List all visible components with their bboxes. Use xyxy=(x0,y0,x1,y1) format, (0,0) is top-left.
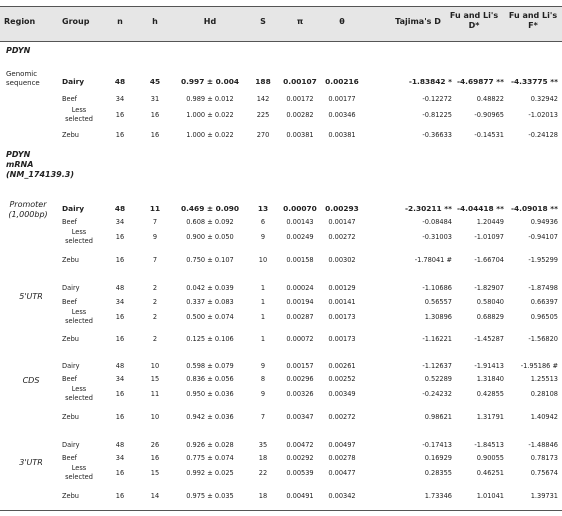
header-group: Group xyxy=(62,17,90,26)
cell-pi: 0.00282 xyxy=(286,111,314,119)
cell-tajima: -1.10686 xyxy=(422,284,452,292)
region-label-3utr: 3'UTR xyxy=(19,458,43,467)
cell-tajima: -1.83842 * xyxy=(408,77,452,86)
cell-hd: 1.000 ± 0.022 xyxy=(186,111,234,119)
header-hd: Hd xyxy=(203,17,217,26)
cell-fuli-f: -4.33775 ** xyxy=(510,77,558,86)
cell-group: Zebu xyxy=(62,256,79,264)
cell-hd: 0.598 ± 0.079 xyxy=(186,362,234,370)
cell-s: 1 xyxy=(260,313,266,321)
cell-hd: 0.992 ± 0.025 xyxy=(186,469,234,477)
cell-tajima: 1.73346 xyxy=(424,492,452,500)
cell-theta: 0.00216 xyxy=(325,77,359,86)
cell-hd: 0.337 ± 0.083 xyxy=(186,298,234,306)
cell-tajima: -1.16221 xyxy=(422,335,452,343)
cell-theta: 0.00173 xyxy=(328,313,356,321)
cell-group: Beef xyxy=(62,218,77,226)
cell-tajima: 0.16929 xyxy=(424,454,452,462)
cell-fuli-f: -1.48846 xyxy=(528,441,558,449)
cell-h: 16 xyxy=(150,131,160,139)
cell-fuli-f: -4.09018 ** xyxy=(510,204,558,213)
cell-n: 34 xyxy=(115,454,125,462)
cell-n: 34 xyxy=(115,375,125,383)
cell-theta: 0.00278 xyxy=(328,454,356,462)
cell-h: 26 xyxy=(150,441,160,449)
cell-fuli-f: 0.96505 xyxy=(530,313,558,321)
cell-theta: 0.00129 xyxy=(328,284,356,292)
cell-n: 16 xyxy=(115,335,125,343)
cell-group: Less selected xyxy=(65,106,93,123)
cell-group: Less selected xyxy=(65,385,93,402)
section-title-pdyn: PDYN xyxy=(6,46,31,55)
cell-theta: 0.00177 xyxy=(328,95,356,103)
cell-fuli-d: 1.01041 xyxy=(476,492,504,500)
cell-hd: 0.775 ± 0.074 xyxy=(186,454,234,462)
cell-group: Dairy xyxy=(62,77,85,86)
cell-tajima: 0.28355 xyxy=(424,469,452,477)
cell-pi: 0.00194 xyxy=(286,298,314,306)
cell-s: 18 xyxy=(258,454,268,462)
cell-n: 48 xyxy=(115,441,125,449)
cell-s: 8 xyxy=(260,375,266,383)
cell-theta: 0.00261 xyxy=(328,362,356,370)
header-h: h xyxy=(152,17,158,26)
cell-tajima: 1.30896 xyxy=(424,313,452,321)
cell-fuli-d: 1.31840 xyxy=(476,375,504,383)
cell-tajima: -1.12637 xyxy=(422,362,452,370)
cell-h: 45 xyxy=(149,77,161,86)
cell-tajima: -0.36633 xyxy=(422,131,452,139)
cell-tajima: -0.12272 xyxy=(422,95,452,103)
cell-s: 142 xyxy=(256,95,270,103)
cell-theta: 0.00381 xyxy=(328,131,356,139)
cell-pi: 0.00347 xyxy=(286,413,314,421)
cell-theta: 0.00302 xyxy=(328,256,356,264)
cell-hd: 0.836 ± 0.056 xyxy=(186,375,234,383)
region-label-genomic: Genomic sequence xyxy=(6,70,40,87)
cell-fuli-d: 0.90055 xyxy=(476,454,504,462)
cell-group: Dairy xyxy=(62,362,80,370)
header-n: n xyxy=(117,17,123,26)
cell-fuli-d: 0.58040 xyxy=(476,298,504,306)
cell-hd: 0.975 ± 0.035 xyxy=(186,492,234,500)
cell-pi: 0.00157 xyxy=(286,362,314,370)
cell-s: 18 xyxy=(258,492,268,500)
cell-theta: 0.00141 xyxy=(328,298,356,306)
cell-h: 11 xyxy=(149,204,161,213)
cell-group: Beef xyxy=(62,95,77,103)
cell-hd: 0.500 ± 0.074 xyxy=(186,313,234,321)
cell-group: Beef xyxy=(62,375,77,383)
cell-s: 1 xyxy=(260,284,266,292)
cell-fuli-d: 1.31791 xyxy=(476,413,504,421)
cell-n: 48 xyxy=(115,362,125,370)
cell-pi: 0.00296 xyxy=(286,375,314,383)
cell-hd: 0.997 ± 0.004 xyxy=(180,77,240,86)
cell-pi: 0.00070 xyxy=(283,204,317,213)
cell-theta: 0.00477 xyxy=(328,469,356,477)
cell-fuli-f: 0.75674 xyxy=(530,469,558,477)
cell-fuli-f: -1.87498 xyxy=(528,284,558,292)
cell-s: 6 xyxy=(260,218,266,226)
cell-hd: 0.950 ± 0.036 xyxy=(186,390,234,398)
cell-group: Less selected xyxy=(65,228,93,245)
cell-fuli-f: 1.39731 xyxy=(530,492,558,500)
cell-fuli-f: -0.24128 xyxy=(528,131,558,139)
cell-fuli-f: 1.40942 xyxy=(530,413,558,421)
header-theta: θ xyxy=(339,17,345,26)
cell-s: 9 xyxy=(260,390,266,398)
cell-theta: 0.00272 xyxy=(328,413,356,421)
cell-s: 9 xyxy=(260,362,266,370)
cell-fuli-f: 0.28108 xyxy=(530,390,558,398)
header-pi: π xyxy=(296,17,304,26)
cell-h: 2 xyxy=(152,298,158,306)
cell-fuli-d: -1.66704 xyxy=(474,256,504,264)
cell-theta: 0.00497 xyxy=(328,441,356,449)
cell-hd: 0.469 ± 0.090 xyxy=(180,204,240,213)
cell-h: 15 xyxy=(150,375,160,383)
cell-theta: 0.00293 xyxy=(325,204,359,213)
cell-fuli-f: 0.78173 xyxy=(530,454,558,462)
cell-tajima: -0.81225 xyxy=(422,111,452,119)
cell-pi: 0.00249 xyxy=(286,233,314,241)
cell-tajima: -0.08484 xyxy=(422,218,452,226)
cell-n: 16 xyxy=(115,492,125,500)
cell-n: 34 xyxy=(115,95,125,103)
cell-fuli-d: -1.45287 xyxy=(474,335,504,343)
cell-tajima: -0.17413 xyxy=(422,441,452,449)
header-tajima: Tajima's D xyxy=(395,17,441,26)
cell-hd: 0.750 ± 0.107 xyxy=(186,256,234,264)
cell-fuli-f: -1.02013 xyxy=(528,111,558,119)
cell-hd: 0.125 ± 0.106 xyxy=(186,335,234,343)
cell-fuli-d: -0.90965 xyxy=(474,111,504,119)
cell-fuli-d: -1.01097 xyxy=(474,233,504,241)
cell-fuli-d: -4.04418 ** xyxy=(456,204,504,213)
cell-h: 16 xyxy=(150,111,160,119)
cell-pi: 0.00326 xyxy=(286,390,314,398)
cell-pi: 0.00491 xyxy=(286,492,314,500)
cell-fuli-f: -0.94107 xyxy=(528,233,558,241)
cell-pi: 0.00472 xyxy=(286,441,314,449)
bottom-rule xyxy=(0,510,562,511)
cell-h: 10 xyxy=(150,413,160,421)
cell-fuli-d: 1.20449 xyxy=(476,218,504,226)
cell-fuli-f: 0.66397 xyxy=(530,298,558,306)
cell-fuli-d: -0.14531 xyxy=(474,131,504,139)
header-fuli-f: Fu and Li's F* xyxy=(508,11,558,30)
cell-hd: 1.000 ± 0.022 xyxy=(186,131,234,139)
cell-group: Zebu xyxy=(62,413,79,421)
cell-fuli-d: 0.48822 xyxy=(476,95,504,103)
cell-n: 34 xyxy=(115,298,125,306)
cell-s: 1 xyxy=(260,298,266,306)
cell-group: Less selected xyxy=(65,464,93,481)
region-label-5utr: 5'UTR xyxy=(19,292,43,301)
cell-h: 2 xyxy=(152,335,158,343)
cell-fuli-f: 1.25513 xyxy=(530,375,558,383)
cell-theta: 0.00342 xyxy=(328,492,356,500)
header-s: S xyxy=(260,17,266,26)
cell-n: 16 xyxy=(115,256,125,264)
cell-fuli-d: 0.46251 xyxy=(476,469,504,477)
cell-tajima: -1.78041 # xyxy=(414,256,452,264)
cell-h: 7 xyxy=(152,256,158,264)
cell-tajima: -0.31003 xyxy=(422,233,452,241)
cell-s: 22 xyxy=(258,469,268,477)
cell-hd: 0.926 ± 0.028 xyxy=(186,441,234,449)
cell-fuli-d: -1.82907 xyxy=(474,284,504,292)
cell-n: 16 xyxy=(115,233,125,241)
cell-fuli-f: -1.95299 xyxy=(528,256,558,264)
cell-hd: 0.608 ± 0.092 xyxy=(186,218,234,226)
header-region: Region xyxy=(4,17,36,26)
cell-fuli-f: -1.95186 # xyxy=(520,362,558,370)
cell-pi: 0.00072 xyxy=(286,335,314,343)
cell-fuli-d: -1.91413 xyxy=(474,362,504,370)
cell-pi: 0.00381 xyxy=(286,131,314,139)
cell-theta: 0.00349 xyxy=(328,390,356,398)
cell-n: 48 xyxy=(115,284,125,292)
cell-h: 10 xyxy=(150,362,160,370)
cell-s: 13 xyxy=(257,204,269,213)
cell-h: 15 xyxy=(150,469,160,477)
cell-theta: 0.00272 xyxy=(328,233,356,241)
cell-s: 1 xyxy=(260,335,266,343)
cell-group: Zebu xyxy=(62,492,79,500)
cell-tajima: -0.24232 xyxy=(422,390,452,398)
cell-group: Zebu xyxy=(62,131,79,139)
cell-s: 225 xyxy=(256,111,270,119)
cell-s: 35 xyxy=(258,441,268,449)
cell-group: Dairy xyxy=(62,204,85,213)
cell-group: Beef xyxy=(62,298,77,306)
cell-pi: 0.00287 xyxy=(286,313,314,321)
cell-hd: 0.900 ± 0.050 xyxy=(186,233,234,241)
cell-tajima: 0.56557 xyxy=(424,298,452,306)
cell-tajima: 0.52289 xyxy=(424,375,452,383)
cell-n: 16 xyxy=(115,131,125,139)
cell-s: 10 xyxy=(258,256,268,264)
cell-fuli-f: 0.32942 xyxy=(530,95,558,103)
cell-tajima: 0.98621 xyxy=(424,413,452,421)
cell-h: 9 xyxy=(152,233,158,241)
cell-fuli-d: 0.42855 xyxy=(476,390,504,398)
cell-h: 11 xyxy=(150,390,160,398)
region-label-cds: CDS xyxy=(22,376,40,385)
cell-pi: 0.00158 xyxy=(286,256,314,264)
region-label-promoter: Promoter (1,000bp) xyxy=(8,200,48,219)
cell-n: 16 xyxy=(115,390,125,398)
cell-theta: 0.00346 xyxy=(328,111,356,119)
cell-pi: 0.00539 xyxy=(286,469,314,477)
cell-hd: 0.042 ± 0.039 xyxy=(186,284,234,292)
cell-theta: 0.00252 xyxy=(328,375,356,383)
cell-group: Beef xyxy=(62,454,77,462)
cell-theta: 0.00173 xyxy=(328,335,356,343)
cell-h: 2 xyxy=(152,313,158,321)
cell-n: 48 xyxy=(114,204,126,213)
cell-tajima: -2.30211 ** xyxy=(404,204,452,213)
cell-n: 16 xyxy=(115,413,125,421)
cell-pi: 0.00024 xyxy=(286,284,314,292)
cell-fuli-d: -1.84513 xyxy=(474,441,504,449)
cell-group: Zebu xyxy=(62,335,79,343)
header-fuli-d: Fu and Li's D* xyxy=(449,11,499,30)
cell-s: 270 xyxy=(256,131,270,139)
cell-n: 48 xyxy=(114,77,126,86)
cell-group: Less selected xyxy=(65,308,93,325)
cell-pi: 0.00143 xyxy=(286,218,314,226)
cell-s: 188 xyxy=(255,77,271,86)
cell-s: 7 xyxy=(260,413,266,421)
cell-h: 2 xyxy=(152,284,158,292)
cell-fuli-d: 0.68829 xyxy=(476,313,504,321)
cell-pi: 0.00107 xyxy=(283,77,317,86)
cell-n: 16 xyxy=(115,313,125,321)
cell-s: 9 xyxy=(260,233,266,241)
cell-n: 16 xyxy=(115,469,125,477)
cell-h: 7 xyxy=(152,218,158,226)
cell-h: 16 xyxy=(150,454,160,462)
cell-n: 34 xyxy=(115,218,125,226)
cell-theta: 0.00147 xyxy=(328,218,356,226)
cell-pi: 0.00292 xyxy=(286,454,314,462)
cell-fuli-f: -1.56820 xyxy=(528,335,558,343)
cell-group: Dairy xyxy=(62,284,80,292)
table-header xyxy=(0,6,562,42)
cell-pi: 0.00172 xyxy=(286,95,314,103)
section-title-pdyn-mrna: PDYN mRNA (NM_174139.3) xyxy=(6,150,74,179)
cell-fuli-f: 0.94936 xyxy=(530,218,558,226)
cell-hd: 0.989 ± 0.012 xyxy=(186,95,234,103)
cell-h: 14 xyxy=(150,492,160,500)
cell-fuli-d: -4.69877 ** xyxy=(456,77,504,86)
cell-h: 31 xyxy=(150,95,160,103)
cell-group: Dairy xyxy=(62,441,80,449)
cell-n: 16 xyxy=(115,111,125,119)
cell-hd: 0.942 ± 0.036 xyxy=(186,413,234,421)
